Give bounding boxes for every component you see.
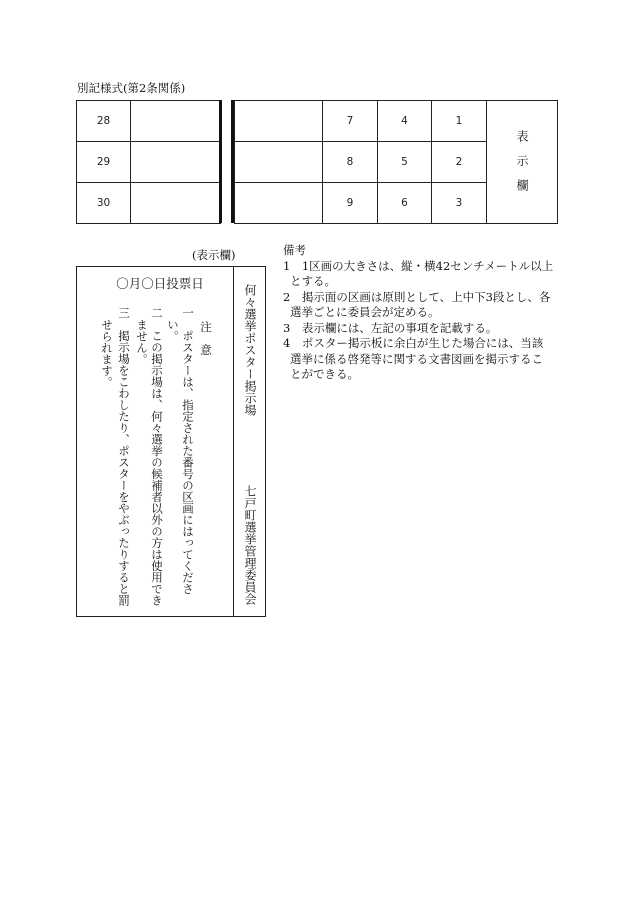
remark-line: 3 表示欄には、左記の事項を記載する。 [283,320,498,335]
notice-item-continuation: ません。 [135,319,149,365]
notice-heading: 注 意 [199,321,213,356]
slot-number-cell: 28 [77,101,131,142]
display-board-caption: (表示欄) [192,248,236,262]
notice-item-line: 二 この掲示場は、何々選挙の候補者以外の方は使用でき [150,307,164,606]
grid-cell [131,101,221,142]
committee-name: 七戸町選挙管理委員会 [243,485,257,605]
slot-number-cell: 29 [77,142,131,183]
slot-number-cell: 5 [378,142,432,183]
slot-number-cell: 30 [77,183,131,224]
grid-cell [235,183,323,224]
notice-item-continuation: せられます。 [100,319,114,388]
vote-date: 〇月〇日投票日 [116,276,204,291]
slot-number-cell: 3 [432,183,487,224]
notice-item-continuation: い。 [166,319,180,342]
poster-grid-right [234,100,558,224]
remark-continuation: とする。 [290,274,336,288]
slot-number-cell: 1 [432,101,487,142]
grid-cell [235,101,323,142]
grid-break-bar [219,100,222,223]
grid-row [235,101,558,142]
remark-line: 2 掲示面の区画は原則として、上中下3段とし、各 [283,289,551,304]
notice-item-line: 三 掲示場をこわしたり、ポスターをやぶったりすると罰 [117,307,131,606]
slot-number-cell: 8 [323,142,378,183]
board-divider [233,267,234,616]
display-column-label: 表示欄 [515,129,529,204]
remark-continuation: 選挙に係る啓発等に関する文書図画を掲示するこ [290,351,543,366]
slot-number-cell: 9 [323,183,378,224]
remarks-heading: 備考 [283,243,306,257]
remark-continuation: とができる。 [290,367,359,381]
display-column-cell [487,101,558,224]
remark-line: 1 1区画の大きさは、縦・横42センチメートル以上 [283,258,554,273]
remarks [283,243,563,383]
notice-item-line: 一 ポスターは、指定された番号の区画にはってくださ [181,307,195,595]
grid-row [77,101,221,142]
grid-cell [235,142,323,183]
grid-cell [131,142,221,183]
grid-row [77,142,221,183]
display-board [76,266,266,617]
grid-row [77,183,221,224]
remark-line: 4 ポスター掲示板に余白が生じた場合には、当該 [283,336,544,350]
poster-grid-left [76,100,221,224]
form-title: 別記様式(第2条関係) [77,81,186,95]
slot-number-cell: 6 [378,183,432,224]
board-name: 何々選挙ポスター掲示場 [243,284,257,416]
remark-continuation: 選挙ごとに委員会が定める。 [290,305,440,319]
slot-number-cell: 2 [432,142,487,183]
slot-number-cell: 7 [323,101,378,142]
slot-number-cell: 4 [378,101,432,142]
grid-cell [131,183,221,224]
